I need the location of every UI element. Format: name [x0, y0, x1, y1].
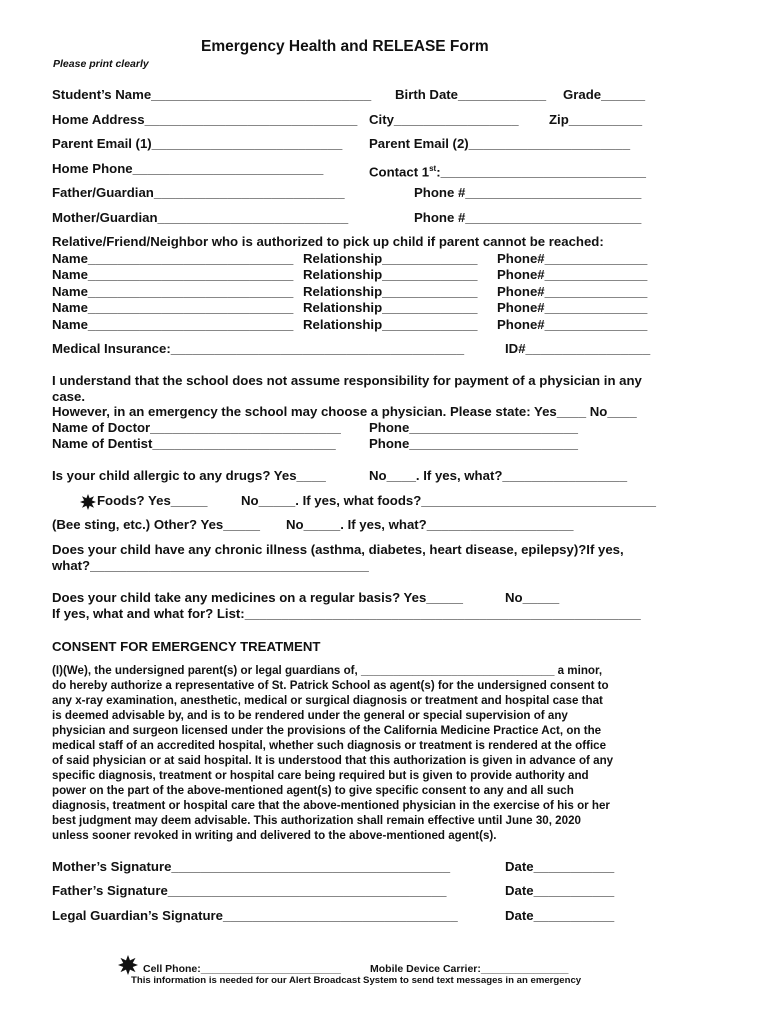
contact-sup: st [429, 164, 437, 173]
father-date-field[interactable]: Date___________ [505, 883, 615, 898]
relative-relationship-field[interactable]: Relationship_____________ [303, 284, 478, 299]
contact-blank: :____________________________ [436, 164, 646, 180]
birth-date-field[interactable]: Birth Date____________ [395, 87, 547, 102]
consent-line: medical staff of an accredited hospital, whether such diagnosis or treatment is rendered at the office [52, 739, 607, 752]
relative-name-field[interactable]: Name____________________________ [52, 251, 294, 266]
contact-first-field[interactable] [369, 161, 646, 180]
home-address-field[interactable]: Home Address_____________________________ [52, 112, 358, 127]
grade-field[interactable]: Grade______ [563, 87, 646, 102]
consent-line: unless sooner revoked in writing and delivered to the above-mentioned agent(s). [52, 829, 497, 842]
mother-signature-field[interactable]: Mother’s Signature______________________________________ [52, 859, 451, 874]
food-allergy-yes-field[interactable]: Foods? Yes_____ [97, 493, 208, 508]
mother-date-field[interactable]: Date___________ [505, 859, 615, 874]
relative-phone-field[interactable]: Phone#______________ [497, 284, 648, 299]
relative-relationship-field[interactable]: Relationship_____________ [303, 267, 478, 282]
relative-relationship-field[interactable]: Relationship_____________ [303, 300, 478, 315]
contact-label: Contact 1 [369, 164, 430, 180]
doctor-phone-field[interactable]: Phone_______________________ [369, 420, 578, 435]
relative-name-field[interactable]: Name____________________________ [52, 317, 294, 332]
relative-header: Relative/Friend/Neighbor who is authorized to pick up child if parent cannot be reached: [52, 234, 604, 249]
medicines-no-field[interactable]: No_____ [505, 590, 560, 605]
mother-guardian-field[interactable]: Mother/Guardian__________________________ [52, 210, 349, 225]
chronic-illness-field[interactable]: what?______________________________________ [52, 558, 369, 573]
medicines-list-field[interactable]: If yes, what and what for? List:______________________________________________________ [52, 606, 641, 621]
consent-line: do hereby authorize a representative of St. Patrick School as agent(s) for the undersigned consent to [52, 679, 609, 692]
consent-line: (I)(We), the undersigned parent(s) or legal guardians of, ______________________________ a minor, [52, 664, 603, 677]
guardian-date-field[interactable]: Date___________ [505, 908, 615, 923]
mother-phone-field[interactable]: Phone #________________________ [414, 210, 642, 225]
relative-name-field[interactable]: Name____________________________ [52, 300, 294, 315]
star-burst-icon [118, 955, 138, 975]
relative-phone-field[interactable]: Phone#______________ [497, 300, 648, 315]
relative-phone-field[interactable]: Phone#______________ [497, 317, 648, 332]
consent-line: best judgment may deem advisable. This authorization shall remain effective until June 30, 2020 [52, 814, 581, 827]
drug-allergy-no-field[interactable]: No____. If yes, what?_________________ [369, 468, 628, 483]
parent-email-2-field[interactable]: Parent Email (2)______________________ [369, 136, 631, 151]
form-title: Emergency Health and RELEASE Form [201, 38, 489, 55]
dentist-name-field[interactable]: Name of Dentist_________________________ [52, 436, 336, 451]
consent-line: physician and surgeon licensed under the provisions of the California Medicine Practice Act, on the [52, 724, 602, 737]
form-subtitle: Please print clearly [53, 58, 149, 70]
drug-allergy-yes-field[interactable]: Is your child allergic to any drugs? Yes____ [52, 468, 326, 483]
physician-choice-field[interactable]: However, in an emergency the school may choose a physician. Please state: Yes____ No____ [52, 404, 637, 419]
consent-line: power on the part of the above-mentioned agent(s) to give specific consent to any and all such [52, 784, 574, 797]
other-allergy-yes-field[interactable]: (Bee sting, etc.) Other? Yes_____ [52, 517, 260, 532]
footer-note: This information is needed for our Alert Broadcast System to send text messages in an emergency [131, 975, 582, 986]
medicines-yes-field[interactable]: Does your child take any medicines on a regular basis? Yes_____ [52, 590, 463, 605]
other-allergy-no-field[interactable]: No_____. If yes, what?____________________ [286, 517, 574, 532]
guardian-signature-field[interactable]: Legal Guardian’s Signature________________________________ [52, 908, 458, 923]
food-allergy-no-field[interactable]: No_____. If yes, what foods?________________________________ [241, 493, 656, 508]
consent-line: specific diagnosis, treatment or hospital care being required but is given to provide authority and [52, 769, 589, 782]
home-phone-field[interactable]: Home Phone__________________________ [52, 161, 324, 176]
father-guardian-field[interactable]: Father/Guardian__________________________ [52, 185, 345, 200]
student-name-field[interactable]: Student’s Name______________________________ [52, 87, 372, 102]
doctor-name-field[interactable]: Name of Doctor__________________________ [52, 420, 341, 435]
consent-line: of said physician or at said hospital. It is understood that this authorization is given in advance of any [52, 754, 614, 767]
device-carrier-field[interactable]: Mobile Device Carrier:_______________ [370, 963, 569, 975]
city-field[interactable]: City_________________ [369, 112, 519, 127]
physician-statement: I understand that the school does not assume responsibility for payment of a physician in any [52, 373, 642, 388]
consent-line: is deemed advisable by, and is to be rendered under the general or special supervision of any [52, 709, 568, 722]
consent-heading: CONSENT FOR EMERGENCY TREATMENT [52, 639, 321, 654]
relative-phone-field[interactable]: Phone#______________ [497, 267, 648, 282]
relative-name-field[interactable]: Name____________________________ [52, 267, 294, 282]
consent-line: diagnosis, treatment or hospital care that the above-mentioned physician in the exercise of his or her [52, 799, 610, 812]
relative-phone-field[interactable]: Phone#______________ [497, 251, 648, 266]
relative-relationship-field[interactable]: Relationship_____________ [303, 251, 478, 266]
dentist-phone-field[interactable]: Phone_______________________ [369, 436, 578, 451]
father-phone-field[interactable]: Phone #________________________ [414, 185, 642, 200]
cell-phone-field[interactable]: Cell Phone:________________________ [143, 963, 341, 975]
father-signature-field[interactable]: Father’s Signature______________________________________ [52, 883, 447, 898]
parent-email-1-field[interactable]: Parent Email (1)__________________________ [52, 136, 343, 151]
insurance-id-field[interactable]: ID#_________________ [505, 341, 651, 356]
star-burst-icon [80, 494, 96, 510]
physician-statement-cont: case. [52, 389, 86, 404]
consent-line: any x-ray examination, anesthetic, medical or surgical diagnosis or treatment and hospital case that [52, 694, 603, 707]
relative-relationship-field[interactable]: Relationship_____________ [303, 317, 478, 332]
relative-name-field[interactable]: Name____________________________ [52, 284, 294, 299]
chronic-illness-question: Does your child have any chronic illness (asthma, diabetes, heart disease, epilepsy)?If yes, [52, 542, 624, 557]
medical-insurance-field[interactable]: Medical Insurance:________________________________________ [52, 341, 465, 356]
consent-paragraph [52, 663, 613, 843]
zip-field[interactable]: Zip__________ [549, 112, 643, 127]
